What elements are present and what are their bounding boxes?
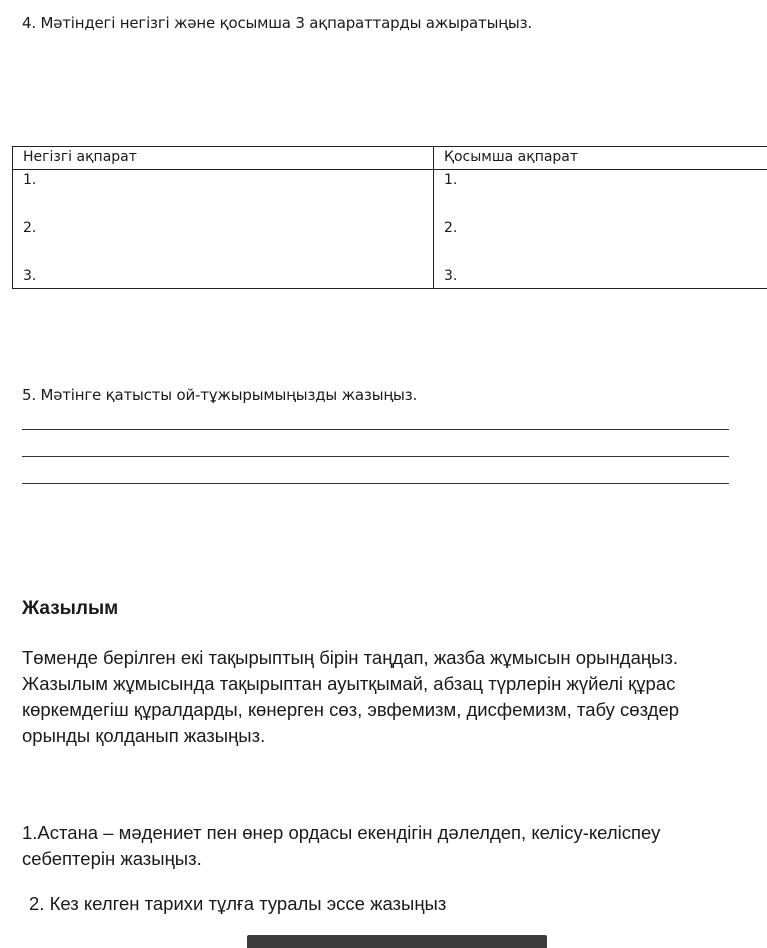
- table-cell[interactable]: 1.: [13, 170, 434, 219]
- table-cell[interactable]: 2.: [434, 218, 767, 266]
- writing-section-title: Жазылым: [22, 598, 119, 619]
- table-row: [13, 218, 767, 266]
- instruction-line: орынды қолданып жазыңыз.: [22, 725, 266, 746]
- table-header-main: Негізгі ақпарат: [13, 147, 434, 170]
- bottom-overlay-bar: [247, 935, 547, 948]
- answer-line[interactable]: [22, 429, 729, 430]
- answer-line[interactable]: [22, 483, 729, 484]
- topic-1-line: 1.Астана – мәдениет пен өнер ордасы екендігін дәлелдеп, келісу-келіспеу: [22, 822, 661, 843]
- task5-heading: 5. Мәтінге қатысты ой-тұжырымыңызды жазыңыз.: [22, 386, 418, 404]
- topic-1: [22, 820, 660, 872]
- table-row: [13, 266, 767, 289]
- instruction-line: көркемдегіш құралдарды, көнерген сөз, эвфемизм, дисфемизм, табу сөздер: [22, 699, 680, 720]
- topic-1-line: себептерін жазыңыз.: [22, 848, 202, 869]
- table-row: [13, 170, 767, 219]
- table-cell[interactable]: 3.: [13, 266, 434, 289]
- writing-instructions: [22, 645, 767, 749]
- instruction-line: Жазылым жұмысында тақырыптан ауытқымай, абзац түрлерін жүйелі құрас: [22, 673, 676, 694]
- table-cell[interactable]: 1.: [434, 170, 767, 219]
- task4-heading: 4. Мәтіндегі негізгі және қосымша 3 ақпараттарды ажыратыңыз.: [22, 14, 532, 32]
- answer-line[interactable]: [22, 456, 729, 457]
- instruction-line: Төменде берілген екі тақырыптың бірін таңдап, жазба жұмысын орындаңыз.: [22, 647, 679, 668]
- info-table: [12, 146, 767, 289]
- table-header-additional: Қосымша ақпарат: [434, 147, 767, 170]
- table-cell[interactable]: 3.: [434, 266, 767, 289]
- table-cell[interactable]: 2.: [13, 218, 434, 266]
- topic-2: 2. Кез келген тарихи тұлға туралы эссе жазыңыз: [29, 893, 447, 914]
